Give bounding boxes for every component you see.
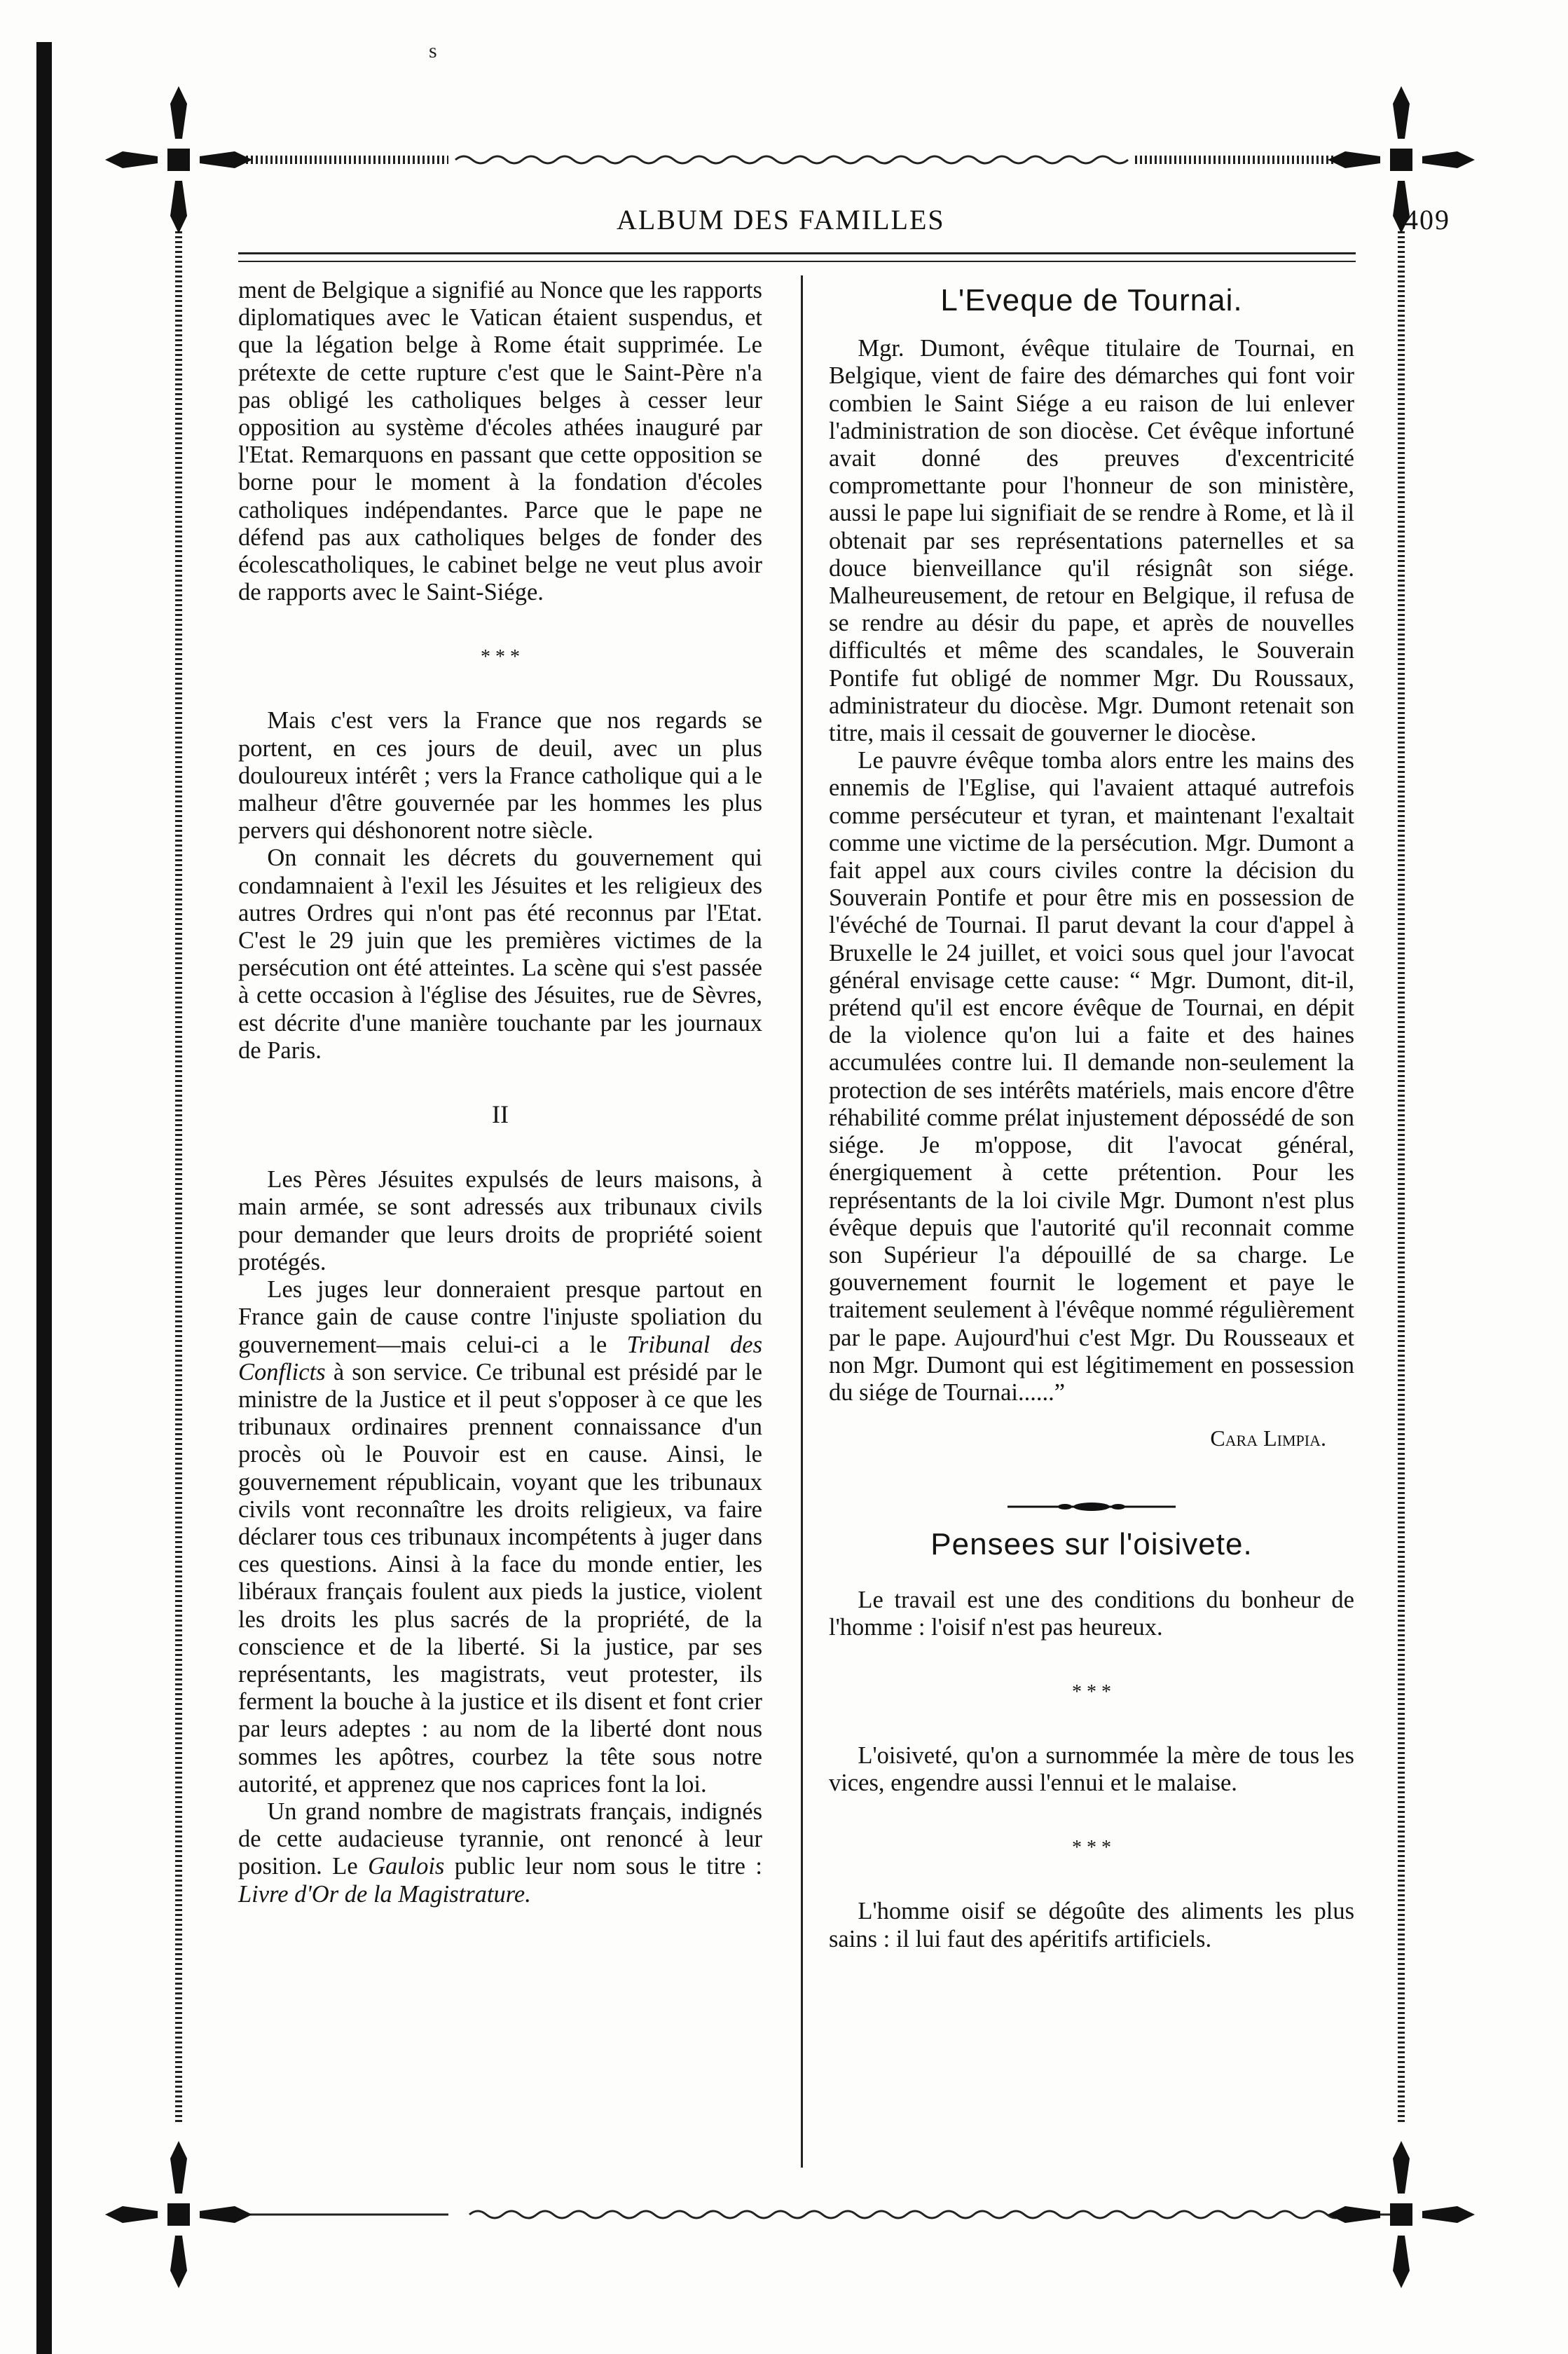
- article-title: L'Eveque de Tournai.: [940, 283, 1243, 317]
- column-divider: [801, 275, 803, 2168]
- header-rule-top: [238, 252, 1356, 254]
- left-column: [238, 277, 762, 1908]
- page-number: 409: [1404, 204, 1450, 235]
- paragraph-with-italic: [238, 1798, 762, 1908]
- section-stars: * * *: [1072, 1681, 1111, 1703]
- text-run: Les juges leur donneraient presque partout en France gain de cause contre l'injuste spoliation du gouvernement—mais celui-ci a le: [238, 1276, 762, 1358]
- maxim: Le travail est une des conditions du bonheur de l'homme : l'oisif n'est pas heureux.: [829, 1586, 1354, 1641]
- text-run: à son service. Ce tribunal est présidé par le ministre de la Justice et il peut s'opposer à ce que les tribunaux ordinaires prennent connaissance d'un procès où le Pouvoir est en cause. Ainsi, le gouvernement républicain, voyant que les tribunaux civils vont reconnaître les droits religieux, va faire déclarer tous ces tribunaux incompétents à juger dans ces questions. Ainsi à la face du monde entier, les libéraux français foulent aux pieds la justice, violent les droits les plus sacrés de la propriété, de la conscience et de la liberté. Si la justice, par ses représentants, les magistrats, veut protester, ils ferment la bouche à la justice et ils disent et font crier par leurs adeptes : au nom de la liberté dont nous sommes les apôtres, courbez la tête sous notre autorité, et apprenez que nos caprices font la loi.: [238, 1358, 762, 1798]
- article-title: Pensees sur l'oisivete.: [930, 1527, 1253, 1562]
- journal-title: ALBUM DES FAMILLES: [617, 204, 945, 235]
- paragraph: ment de Belgique a signifié au Nonce que les rapports diplomatiques avec le Vatican étaient suspendus, et que la légation belge à Rome était supprimée. Le prétexte de cette rupture c'est que le Saint-Père n'a pas obligé les catholiques belges à cesser leur opposition au système d'écoles athées inauguré par l'Etat. Remarquons en passant que cette opposition se borne pour le moment à la fondation d'écoles catholiques indépendantes. Parce que le pape ne défend pas aux catholiques belges de fonder des écolescatholiques, le cabinet belge ne veut plus avoir de rapports avec le Saint-Siége.: [238, 277, 762, 606]
- corner-ornament-bottom-left: [105, 2141, 252, 2288]
- section-number: II: [492, 1100, 509, 1129]
- separator-ornament: [829, 1494, 1354, 1511]
- paragraph: On connait les décrets du gouvernement qui condamnaient à l'exil les Jésuites et les religieux des autres Ordres qui n'ont pas été reconnus par l'Etat. C'est le 29 juin que les premières victimes de la persécution ont été atteintes. La scène qui s'est passée à cette occasion à l'église des Jésuites, rue de Sèvres, est décrite d'une manière touchante par les journaux de Paris.: [238, 844, 762, 1064]
- paragraph: Mais c'est vers la France que nos regards se portent, en ces jours de deuil, avec un plus douloureux intérêt ; vers la France catholique qui a le malheur d'être gouvernée par les hommes les plus pervers qui déshonorent notre siècle.: [238, 707, 762, 844]
- section-stars: * * *: [481, 646, 520, 669]
- section-stars: * * *: [1072, 1837, 1111, 1859]
- separator-ornament-graphic: [1007, 1498, 1176, 1515]
- frame-bottom-wave: [469, 2211, 1377, 2218]
- text-run: Un grand nombre de magistrats français, indignés de cette audacieuse tyrannie, ont renoncé à leur position. Le: [238, 1798, 762, 1880]
- header-rule-bottom: [238, 261, 1356, 262]
- corner-ornament-top-left: [105, 86, 252, 233]
- italic-term: Livre d'Or de la Magistrature.: [238, 1880, 531, 1908]
- paragraph-with-italic: [238, 1276, 762, 1798]
- paragraph: Mgr. Dumont, évêque titulaire de Tournai, en Belgique, vient de faire des démarches qui font voir combien le Saint Siége a eu raison de lui enlever l'administration de son diocèse. Cet évêque infortuné avait donné des preuves d'excentricité compromettante pour l'honneur de son ministère, aussi le pape lui signifiait de se rendre à Rome, et là il obtenait par ses représentations paternelles et sa douce bienveillance qu'il résignât son siége. Malheureusement, de retour en Belgique, il refusa de se rendre au désir du pape, et après de nouvelles difficultés et même des scandales, le Souverain Pontife fut obligé de nommer Mgr. Du Roussaux, administrateur du diocèse. Mgr. Dumont retenait son titre, mais il cessait de gouverner le diocèse.: [829, 335, 1354, 747]
- text-run: public leur nom sous le titre :: [454, 1853, 762, 1880]
- paragraph: Le pauvre évêque tomba alors entre les mains des ennemis de l'Eglise, qui l'avaient attaqué autrefois comme persécuteur et tyran, et maintenant l'exaltait comme une victime de la persécution. Mgr. Dumont a fait appel aux cours civiles contre la décision du Souverain Pontife et pour être mis en possession de l'évéché de Tournai. Il parut devant la cour d'appel à Bruxelle le 24 juillet, et voici sous quel jour l'avocat général envisage cette cause: “ Mgr. Dumont, dit-il, prétend qu'il est encore évêque de Tournai, en dépit de la violence qu'on lui a faite et des haines accumulées contre lui. Il demande non-seulement la protection de ses intérêts matériels, mais encore d'être réhabilité comme prélat injustement dépossédé de son siége. Je m'oppose, dit l'avocat général, énergiquement à cette prétention. Pour les représentants de la loi civile Mgr. Dumont n'est plus évêque depuis que l'autorité qu'il reconnait comme son Supérieur l'a dépouillé de sa charge. Le gouvernement fournit le logement et paye le traitement seulement à l'évêque nommé régulièrement par le pape. Aujourd'hui c'est Mgr. Du Rousseaux et non Mgr. Dumont qui est légitimement en possession du siége de Tournai......”: [829, 747, 1354, 1406]
- frame-top-wave: [455, 156, 1128, 163]
- italic-term: Tribunal des Conflicts: [238, 1331, 763, 1385]
- top-mark: s: [429, 39, 437, 62]
- maxim: L'homme oisif se dégoûte des aliments les plus sains : il lui faut des apéritifs artificiels.: [829, 1898, 1354, 1952]
- right-column: [829, 277, 1354, 1953]
- corner-ornament-bottom-right: [1328, 2141, 1475, 2288]
- author-signature: Cara Limpia.: [1210, 1425, 1326, 1451]
- running-head: [238, 203, 1450, 245]
- paragraph: Les Pères Jésuites expulsés de leurs maisons, à main armée, se sont adressés aux tribunaux civils pour demander que leurs droits de propriété soient protégés.: [238, 1166, 762, 1275]
- maxim: L'oisiveté, qu'on a surnommée la mère de tous les vices, engendre aussi l'ennui et le malaise.: [829, 1741, 1354, 1797]
- italic-term: Gaulois: [368, 1853, 445, 1880]
